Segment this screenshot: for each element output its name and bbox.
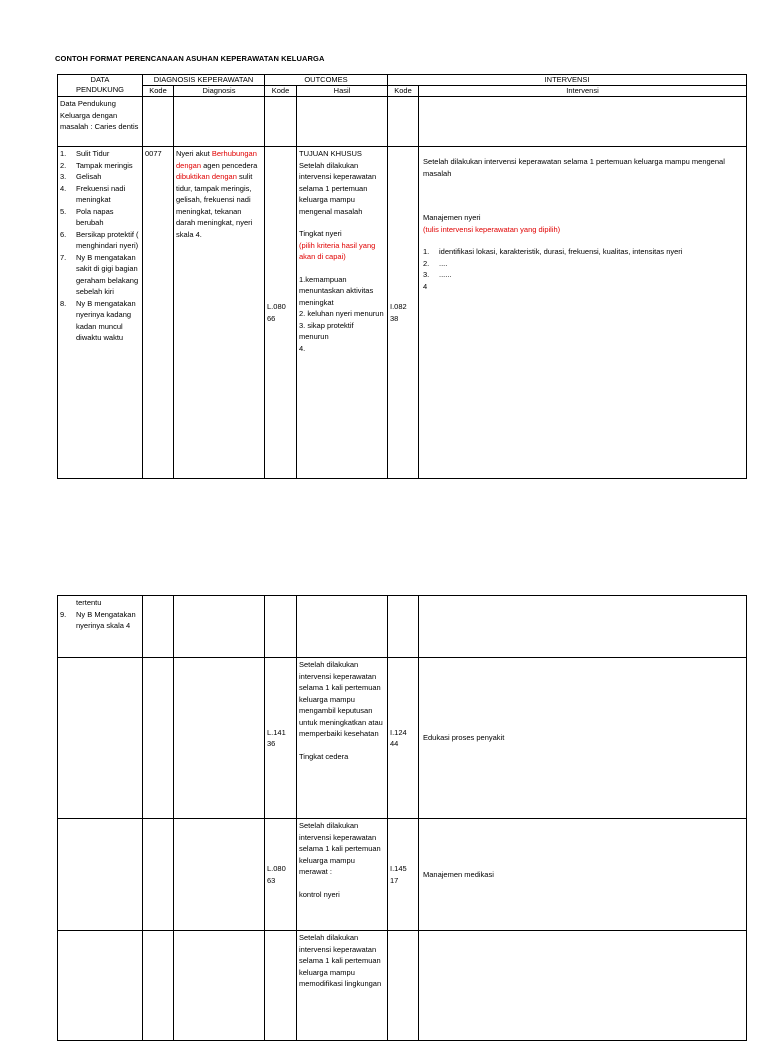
intervensi-kode: I.124 44: [388, 658, 419, 819]
outcome-hasil: Setelah dilakukan intervensi keperawatan selama 1 kali pertemuan keluarga mampu memodifikasi lingkungan: [297, 931, 388, 1041]
header-diagnosis: Diagnosis: [174, 86, 265, 97]
list-item: 2. Tampak meringis: [60, 160, 133, 170]
intervensi-text: Edukasi proses penyakit: [419, 658, 747, 819]
list-item: 1. Sulit Tidur: [60, 149, 110, 158]
intervensi-text: Manajemen medikasi: [419, 819, 747, 931]
header-kode: Kode: [388, 86, 419, 97]
header-hasil: Hasil: [297, 86, 388, 97]
header-diagnosis-group: DIAGNOSIS KEPERAWATAN: [143, 75, 265, 86]
outcome-kode: [265, 931, 297, 1041]
table-row-intro: [58, 97, 747, 147]
data-pendukung-list: [60, 148, 140, 344]
list-item: 5. Pola napas berubah: [60, 206, 114, 227]
header-intervensi-group: INTERVENSI: [388, 75, 747, 86]
diagnosis-text: Nyeri akut Berhubungan dengan agen pencedera dibuktikan dengan sulit tidur, tampak meringis, gelisah, frekuensi nadi meningkat, tekanan darah meningkat, nyeri skala 4.: [174, 147, 265, 479]
outcome-kode: L.080 66: [265, 147, 297, 479]
outcome-kode: L.141 36: [265, 658, 297, 819]
data-pendukung-cont: tertentu 9. Ny B Mengatakan nyerinya skala 4: [58, 596, 143, 658]
list-item: 1. identifikasi lokasi, karakteristik, durasi, frekuensi, kualitas, intensitas nyeri: [423, 247, 683, 256]
table-row: [58, 596, 747, 658]
outcome-kode: L.080 63: [265, 819, 297, 931]
list-item: 8. Ny B mengatakan nyerinya kadang kadan muncul diwaktu waktu: [60, 298, 136, 342]
list-item: 3. Gelisah: [60, 172, 102, 181]
intervensi-kode: [388, 931, 419, 1041]
intervensi-text: Setelah dilakukan intervensi keperawatan selama 1 pertemuan keluarga mampu mengenal masalah Manajemen nyeri (tulis intervensi keperawatan yang dipilih) 1. identifikasi lokasi, karakteristik, durasi, frekuensi, kualitas, intensitas nyeri 2. .... 3. ...... 4: [419, 147, 747, 479]
table-row: [58, 658, 747, 819]
list-item: 6. Bersikap protektif ( menghindari nyeri): [60, 229, 139, 250]
intervensi-kode: I.082 38: [388, 147, 419, 479]
header-kode: Kode: [265, 86, 297, 97]
intervensi-text: [419, 931, 747, 1041]
outcome-hasil: TUJUAN KHUSUS Setelah dilakukan intervensi keperawatan selama 1 pertemuan keluarga mampu mengenal masalah Tingkat nyeri (pilih kriteria hasil yang akan di capai) 1.kemampuan menuntaskan aktivitas meningkat 2. keluhan nyeri menurun 3. sikap protektif menurun 4.: [297, 147, 388, 479]
care-plan-table-1: [57, 74, 747, 479]
outcome-hasil: Setelah dilakukan intervensi keperawatan selama 1 kali pertemuan keluarga mampu mengambil keputusan untuk meningkatkan atau memperbaiki kesehatan Tingkat cedera: [297, 658, 388, 819]
table-row: [58, 931, 747, 1041]
intervensi-list: [423, 246, 742, 292]
header-kode: Kode: [143, 86, 174, 97]
table-row: [58, 819, 747, 931]
header-data-pendukung: DATA PENDUKUNG: [58, 75, 143, 97]
list-item: 3. ......: [423, 270, 452, 279]
page-title: CONTOH FORMAT PERENCANAAN ASUHAN KEPERAWATAN KELUARGA: [55, 54, 325, 63]
data-pendukung-cell: [58, 147, 143, 479]
table-row-main: [58, 147, 747, 479]
header-row-top: [58, 75, 747, 86]
data-pendukung-intro: Data Pendukung Keluarga dengan masalah : Caries dentis: [58, 97, 143, 147]
care-plan-table-2: [57, 595, 747, 1041]
header-row-sub: [58, 86, 747, 97]
list-item: 2. ....: [423, 258, 448, 268]
diagnosis-kode: 0077: [143, 147, 174, 479]
intervensi-kode: I.145 17: [388, 819, 419, 931]
header-outcomes-group: OUTCOMES: [265, 75, 388, 86]
list-item: 7. Ny B mengatakan sakit di gigi bagian geraham belakang sebelah kiri: [60, 252, 139, 296]
header-intervensi: Intervensi: [419, 86, 747, 97]
list-item: 4. Frekuensi nadi meningkat: [60, 183, 126, 204]
outcome-hasil: Setelah dilakukan intervensi keperawatan selama 1 kali pertemuan keluarga mampu merawat : kontrol nyeri: [297, 819, 388, 931]
list-item: 9. Ny B Mengatakan nyerinya skala 4: [60, 609, 136, 630]
list-item: 4: [423, 281, 428, 291]
